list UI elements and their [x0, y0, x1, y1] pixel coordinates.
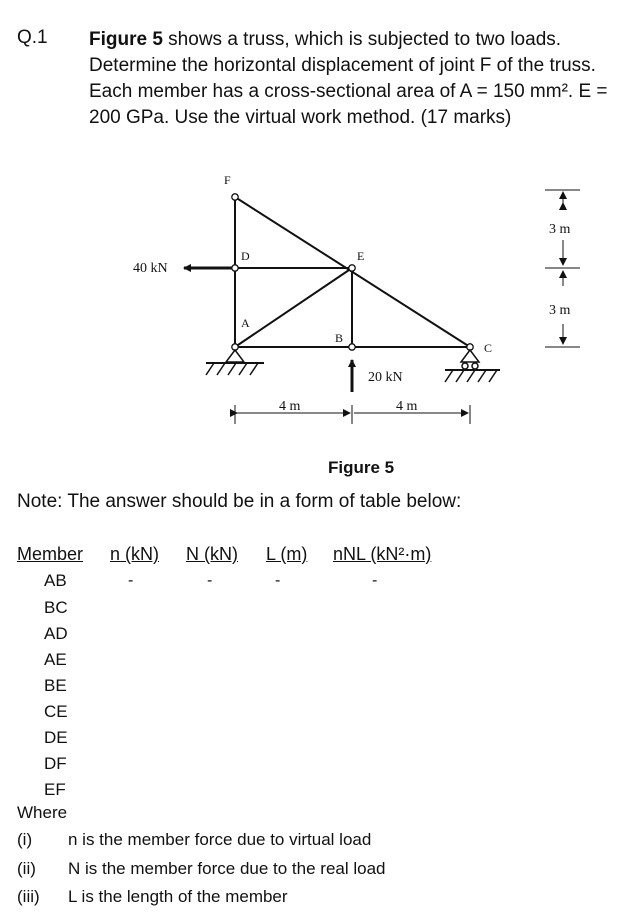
- node-label-B: B: [335, 331, 344, 345]
- header-member: Member: [17, 544, 84, 564]
- dimension-height-bottom: 3 m: [549, 303, 571, 318]
- definition-text: L is the length of the member: [68, 887, 288, 906]
- member-row: DE: [44, 728, 68, 747]
- member-row: BC: [44, 598, 68, 617]
- row-ab-nNL-value: -: [372, 572, 378, 589]
- header-L: L (m): [266, 544, 308, 564]
- definition-number: (ii): [17, 859, 36, 878]
- dimension-span-left: 4 m: [279, 399, 301, 414]
- node-label-F: F: [224, 173, 231, 187]
- row-ab-L-value: -: [275, 572, 281, 589]
- load-label-20kN: 20 kN: [368, 370, 403, 385]
- header-N: N (kN): [186, 544, 238, 564]
- row-ab-n-value: -: [128, 572, 134, 589]
- node-label-A: A: [241, 316, 250, 330]
- node-label-E: E: [357, 249, 365, 263]
- node-label-C: C: [484, 341, 493, 355]
- figure-caption: Figure 5: [328, 458, 395, 477]
- member-row: AB: [44, 571, 67, 590]
- where-label: Where: [17, 803, 68, 822]
- member-row: AE: [44, 650, 67, 669]
- definition-text: N is the member force due to the real load: [68, 859, 386, 878]
- dimension-span-right: 4 m: [396, 399, 418, 414]
- load-label-40kN: 40 kN: [133, 261, 168, 276]
- definition-number: (iii): [17, 887, 40, 906]
- member-row: CE: [44, 702, 68, 721]
- joint-F: [232, 194, 238, 200]
- member-row: BE: [44, 676, 67, 695]
- figure-reference: Figure 5: [89, 29, 163, 50]
- question-number: Q.1: [17, 27, 48, 48]
- truss-members: [235, 197, 470, 347]
- truss-figure: [0, 0, 631, 455]
- joint-E: [349, 265, 355, 271]
- vertical-dimension: [545, 190, 580, 347]
- joint-D: [232, 265, 238, 271]
- member-row: EF: [44, 780, 66, 799]
- question-body: shows a truss, which is subjected to two loads. Determine the horizontal displacement of joint F of the truss. Each member has a cross-sectional area of A = 150 mm². E = 200 GPa. Use the virtual work method. (17 marks): [89, 29, 608, 128]
- pin-support-A: [206, 350, 264, 375]
- definition-text: n is the member force due to virtual load: [68, 830, 372, 849]
- row-ab-N-value: -: [207, 572, 213, 589]
- dimension-height-top: 3 m: [549, 222, 571, 237]
- definition-number: (i): [17, 830, 33, 849]
- header-n: n (kN): [110, 544, 159, 564]
- joint-B: [349, 344, 355, 350]
- horizontal-dimension: [235, 405, 470, 424]
- member-row: AD: [44, 624, 68, 643]
- member-row: DF: [44, 754, 67, 773]
- node-label-D: D: [241, 249, 250, 263]
- note-text: Note: The answer should be in a form of table below:: [17, 491, 462, 512]
- header-nNL: nNL (kN²·m): [333, 544, 432, 564]
